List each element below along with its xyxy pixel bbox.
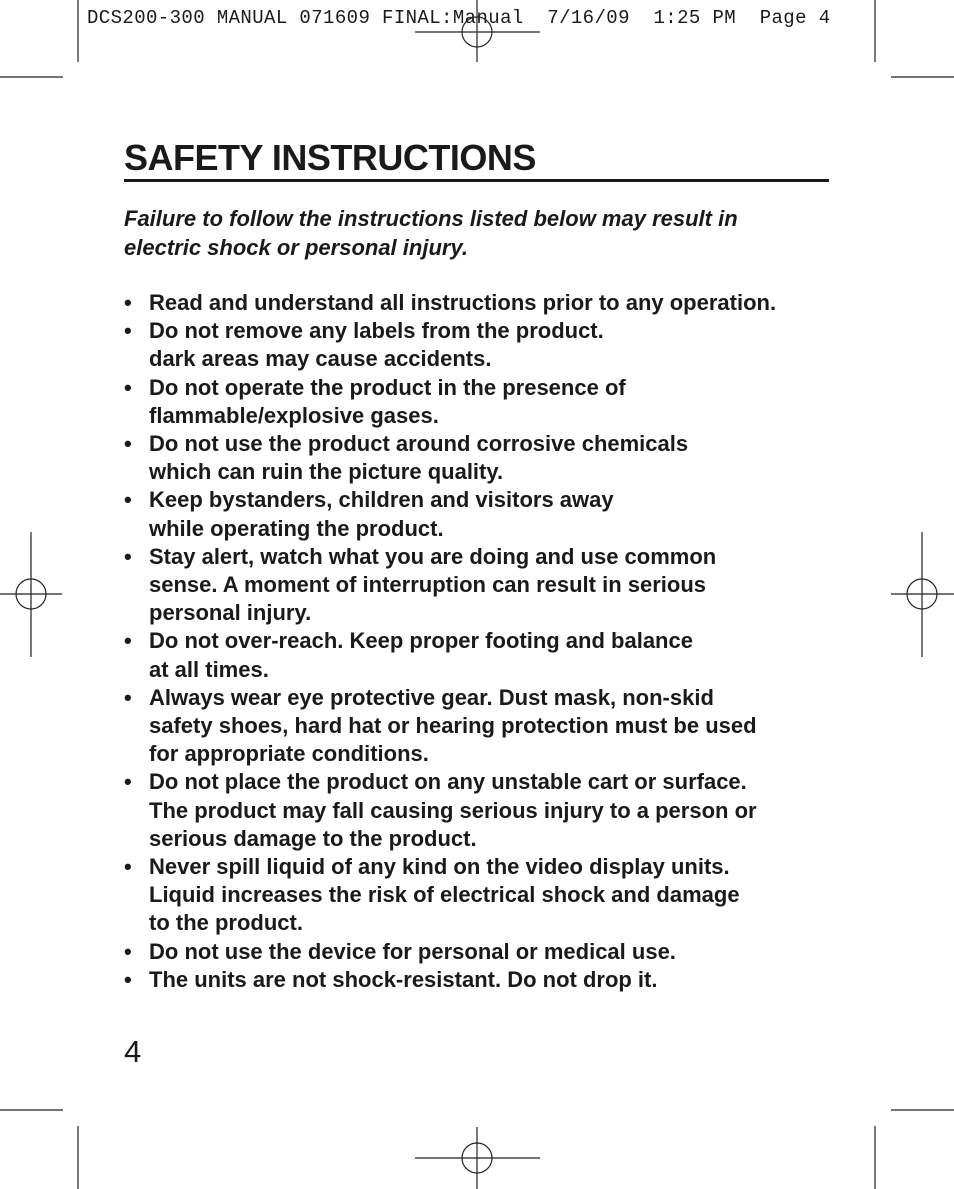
bullet-icon: • — [124, 487, 132, 513]
title-underline — [124, 179, 829, 182]
page-number: 4 — [124, 1034, 142, 1069]
list-item — [124, 374, 844, 430]
list-item — [124, 543, 844, 628]
list-item — [124, 938, 844, 966]
bullet-icon: • — [124, 431, 132, 457]
list-item-text: Do not use the device for personal or medical use. — [149, 938, 676, 964]
bullet-icon: • — [124, 543, 132, 569]
list-item — [124, 853, 844, 938]
list-item — [124, 966, 844, 994]
list-item-text: Do not over-reach. Keep proper footing and balance at all times. — [149, 628, 693, 682]
crop-mark-bottom-right — [874, 1100, 954, 1189]
list-item — [124, 486, 844, 542]
bullet-icon: • — [124, 290, 132, 315]
registration-mark-left — [0, 532, 64, 657]
bullet-icon: • — [124, 769, 132, 795]
crop-mark-top-right — [874, 0, 954, 80]
list-item — [124, 627, 844, 683]
crop-mark-top-left — [0, 0, 80, 80]
bullet-icon: • — [124, 966, 132, 992]
registration-mark-right — [890, 532, 954, 657]
bullet-icon: • — [124, 318, 132, 344]
warning-statement: Failure to follow the instructions listed below may result in electric shock or personal injury. — [124, 206, 738, 260]
list-item-text: The units are not shock-resistant. Do not drop it. — [149, 966, 658, 992]
list-item-text: Always wear eye protective gear. Dust mask, non-skid safety shoes, hard hat or hearing protection must be used for appropriate conditions. — [149, 684, 757, 767]
safety-instructions-list — [124, 289, 844, 994]
list-item-text: Do not operate the product in the presence of flammable/explosive gases. — [149, 374, 626, 428]
list-item — [124, 430, 844, 486]
bullet-icon: • — [124, 628, 132, 654]
list-item — [124, 684, 844, 769]
list-item — [124, 768, 844, 853]
page-title: SAFETY INSTRUCTIONS — [124, 137, 536, 178]
list-item — [124, 317, 844, 373]
bullet-icon: • — [124, 854, 132, 880]
list-item-text: Never spill liquid of any kind on the video display units. Liquid increases the risk of electrical shock and damage to the product. — [149, 854, 740, 936]
registration-mark-top — [415, 0, 540, 62]
bullet-icon: • — [124, 374, 132, 400]
print-slug-line: DCS200-300 MANUAL 071609 FINAL:Manual 7/16/09 1:25 PM Page 4 — [87, 7, 831, 29]
list-item-text: Read and understand all instructions prior to any operation. — [149, 290, 777, 315]
registration-mark-bottom — [415, 1127, 540, 1189]
list-item-text: Do not place the product on any unstable cart or surface. The product may fall causing serious injury to a person or serious damage to the product. — [149, 769, 757, 851]
crop-mark-bottom-left — [0, 1100, 80, 1189]
bullet-icon: • — [124, 938, 132, 964]
list-item-text: Do not use the product around corrosive chemicals which can ruin the picture quality. — [149, 431, 689, 485]
list-item — [124, 289, 844, 317]
bullet-icon: • — [124, 684, 132, 710]
list-item-text: Do not remove any labels from the product. dark areas may cause accidents. — [149, 318, 604, 372]
list-item-text: Keep bystanders, children and visitors away while operating the product. — [149, 487, 614, 541]
list-item-text: Stay alert, watch what you are doing and use common sense. A moment of interruption can result in serious personal injury. — [149, 543, 717, 626]
